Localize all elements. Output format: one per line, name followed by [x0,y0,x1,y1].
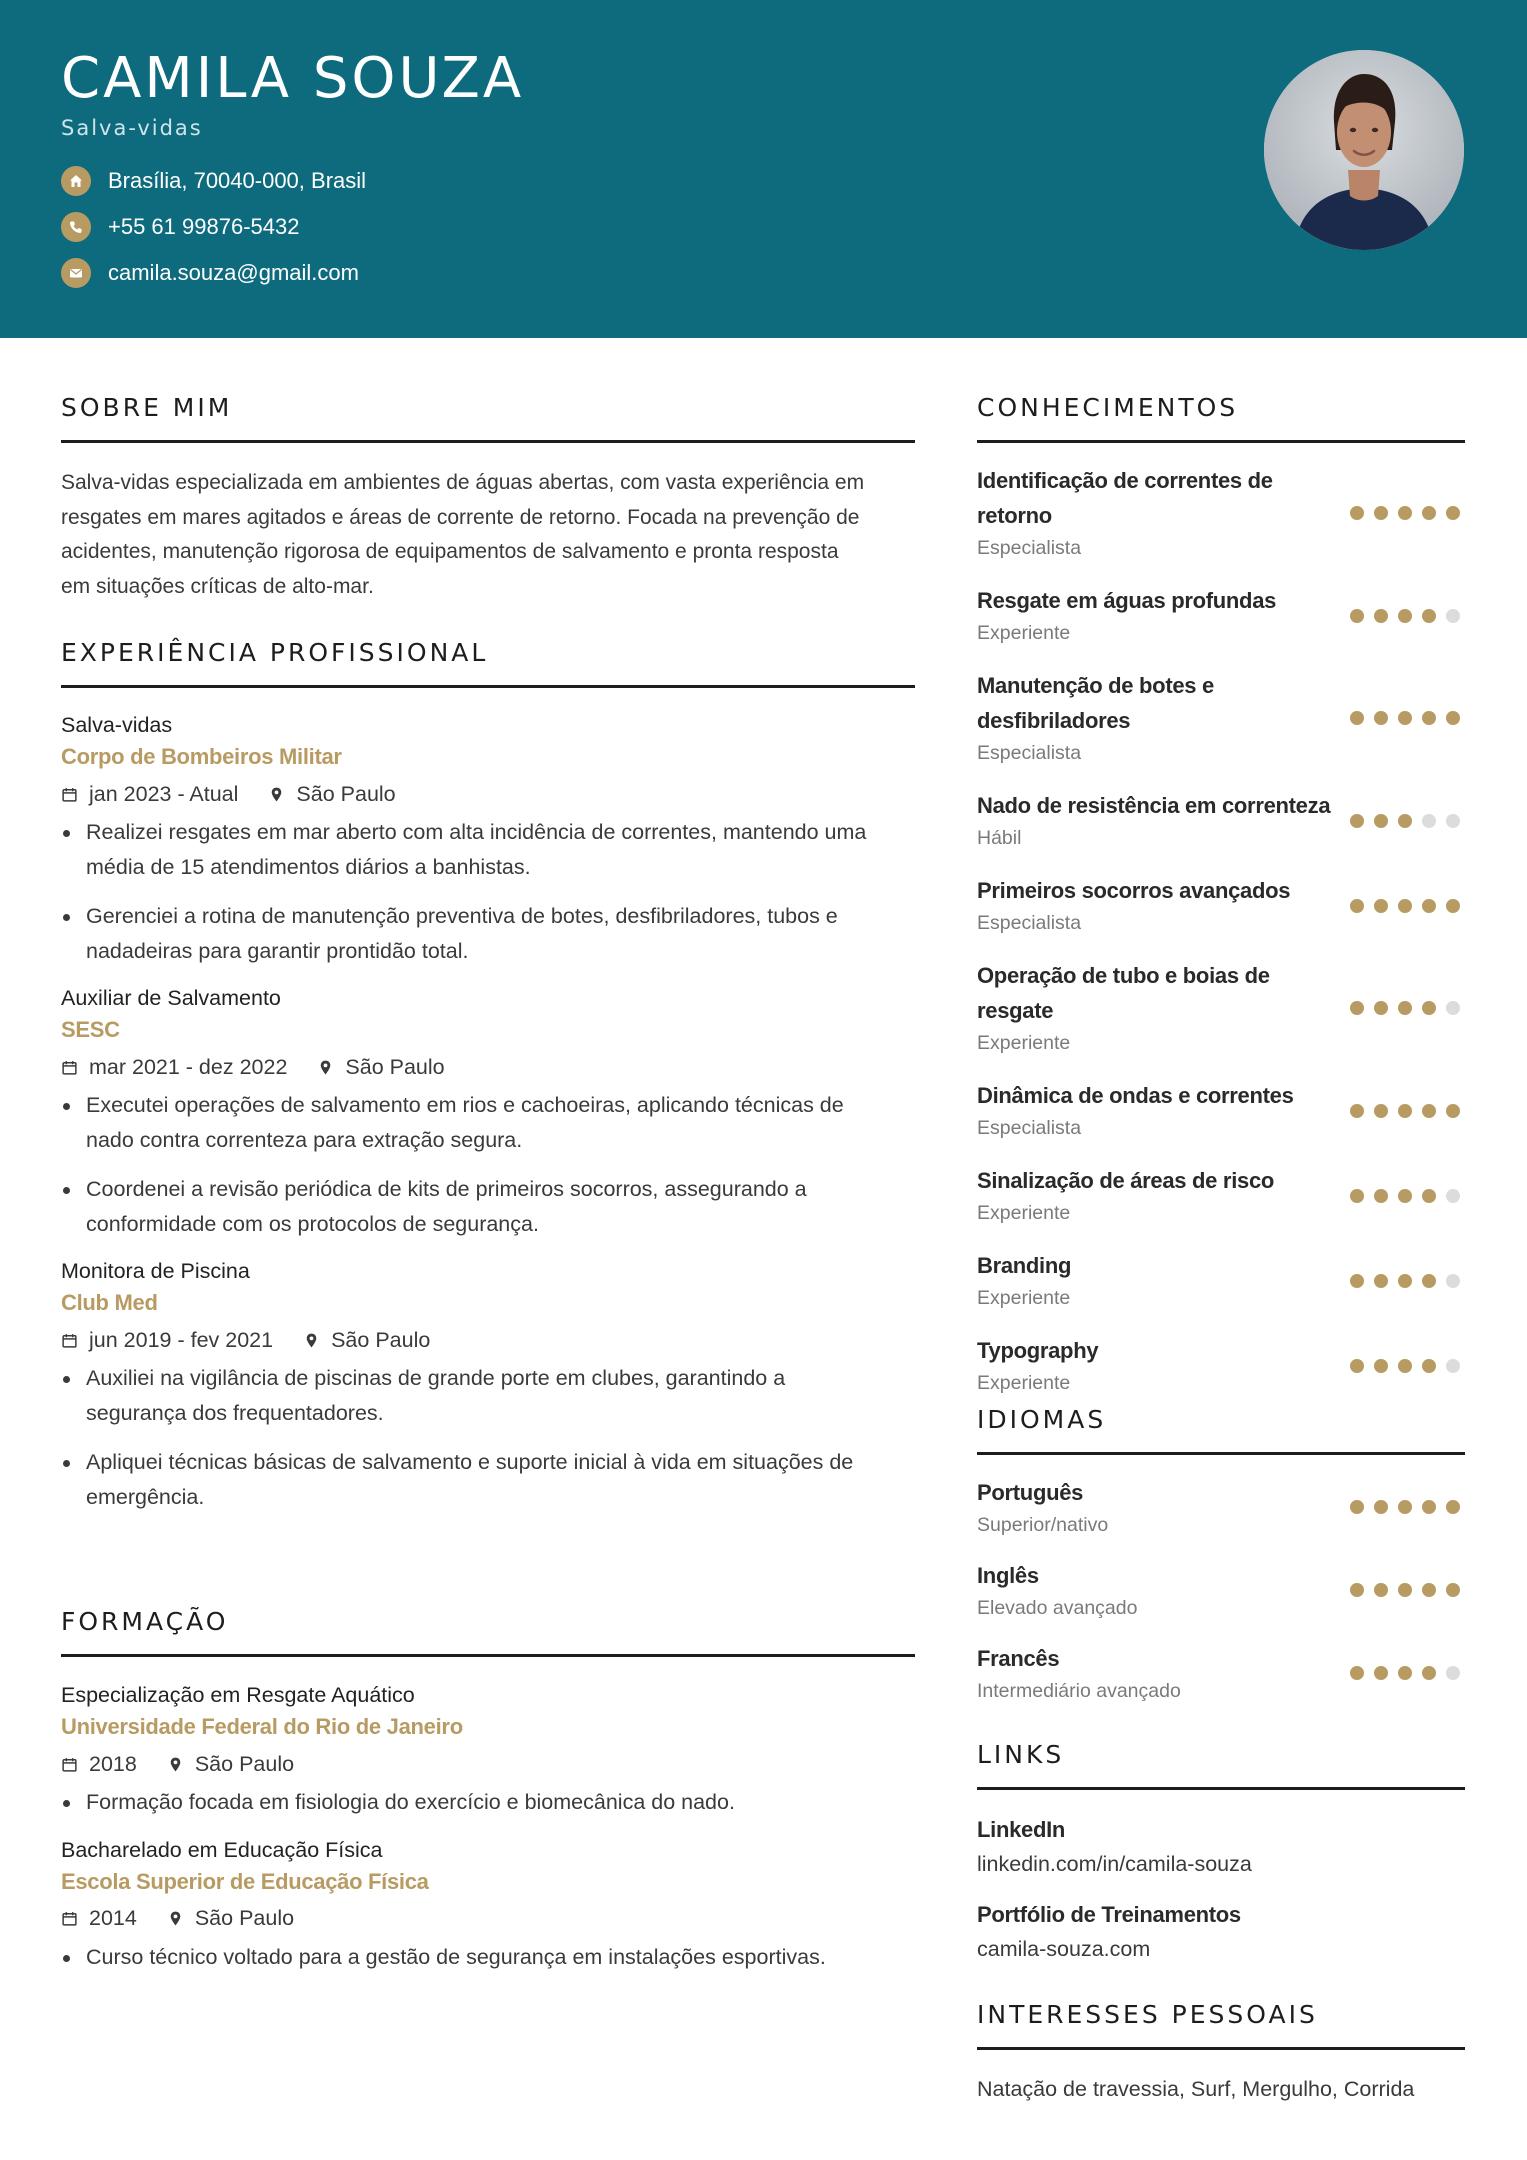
skills-list [977,463,1465,1398]
rating-dot-filled [1398,1189,1412,1203]
job-location: São Paulo [345,1054,445,1079]
rating-dots [1340,1500,1460,1514]
rating-dot-filled [1350,609,1364,623]
skill-item [977,958,1465,1058]
rating-dot-filled [1398,711,1412,725]
calendar-icon [61,1756,78,1773]
about-line: Salva-vidas especializada em ambientes de águas abertas, com vasta experiência em [61,471,865,494]
rating-dot-filled [1446,1104,1460,1118]
rating-dot-filled [1350,1274,1364,1288]
job-bullets [61,815,915,968]
rating-dot-filled [1350,814,1364,828]
skill-name: Manutenção de botes e [977,673,1214,698]
rating-dot-filled [1350,1189,1364,1203]
skill-name: Resgate em águas profundas [977,588,1277,613]
contact-phone-text: +55 61 99876-5432 [108,214,300,239]
skill-name: desfibriladores [977,708,1131,733]
skill-name: Dinâmica de ondas e correntes [977,1083,1294,1108]
job-bullet: Apliquei técnicas básicas de salvamento e suporte inicial à vida em situações de emergência. [61,1445,915,1514]
link-item[interactable] [977,1897,1465,1966]
rating-dot-filled [1350,1359,1364,1373]
calendar-icon [61,1332,78,1349]
rating-dots [1340,1001,1460,1015]
about-heading: SOBRE MIM [61,393,233,422]
education-item [61,1835,915,1975]
rating-dot-filled [1422,1001,1436,1015]
rating-dot-filled [1398,1583,1412,1597]
location-pin-icon [317,1059,334,1076]
links-heading: LINKS [977,1740,1065,1769]
skill-name: retorno [977,503,1052,528]
rating-dot-filled [1422,1189,1436,1203]
interests-section [977,2000,1465,2106]
rating-dot-filled [1374,1274,1388,1288]
rating-dot-empty [1446,1189,1460,1203]
education-bullets [61,1940,915,1975]
degree: Especialização em Resgate Aquático [61,1683,415,1707]
skill-level: Especialista [977,912,1082,934]
link-url[interactable]: linkedin.com/in/camila-souza [977,1852,1252,1876]
rating-dot-filled [1398,814,1412,828]
language-level: Superior/nativo [977,1514,1109,1536]
link-item[interactable] [977,1812,1465,1881]
section-divider [977,2047,1465,2050]
rating-dots [1340,506,1460,520]
contact-address-text: Brasília, 70040-000, Brasil [108,168,367,193]
skill-item [977,583,1465,648]
job-bullets [61,1361,915,1514]
rating-dot-empty [1446,1001,1460,1015]
skill-level: Especialista [977,537,1082,559]
section-divider [977,1787,1465,1790]
rating-dot-filled [1422,1359,1436,1373]
education-section [61,1607,915,1989]
skills-section [977,393,1465,1398]
calendar-icon [61,786,78,803]
link-label: LinkedIn [977,1817,1066,1842]
rating-dot-filled [1422,609,1436,623]
rating-dot-filled [1374,1189,1388,1203]
link-label: Portfólio de Treinamentos [977,1902,1241,1927]
skill-level: Experiente [977,1202,1071,1224]
languages-list [977,1475,1465,1706]
skill-name: Typography [977,1338,1099,1363]
rating-dots [1340,899,1460,913]
section-divider [977,440,1465,443]
rating-dot-filled [1398,1001,1412,1015]
job-title: Monitora de Piscina [61,1259,250,1283]
rating-dot-filled [1446,506,1460,520]
rating-dot-filled [1446,1583,1460,1597]
rating-dots [1340,1189,1460,1203]
education-meta [61,1899,915,1939]
rating-dot-filled [1350,1500,1364,1514]
phone-icon [61,212,91,242]
location-pin-icon [268,786,285,803]
about-line: em situações críticas de alto-mar. [61,574,374,598]
language-item [977,1475,1465,1540]
skill-level: Experiente [977,622,1071,644]
job-meta [61,1047,915,1087]
rating-dots [1340,814,1460,828]
rating-dot-filled [1422,1274,1436,1288]
rating-dot-filled [1374,899,1388,913]
about-line: resgates em mares agitados e áreas de corrente de retorno. Focada na prevenção de [61,505,860,529]
about-text [61,466,915,604]
contact-email-text: camila.souza@gmail.com [108,260,359,285]
section-divider [977,1452,1465,1455]
skill-item [977,668,1465,768]
experience-heading: EXPERIÊNCIA PROFISSIONAL [61,638,489,667]
skill-item [977,1333,1465,1398]
rating-dot-filled [1374,1359,1388,1373]
education-location: São Paulo [194,1906,295,1930]
contact-phone [61,210,299,244]
experience-item [61,710,915,968]
rating-dot-filled [1446,1500,1460,1514]
rating-dots [1340,609,1460,623]
rating-dot-empty [1422,814,1436,828]
interests-text: Natação de travessia, Surf, Mergulho, Corrida [977,2077,1415,2101]
education-year: 2018 [89,1751,137,1776]
rating-dot-filled [1350,1104,1364,1118]
rating-dot-filled [1374,1500,1388,1514]
rating-dot-empty [1446,814,1460,828]
rating-dot-filled [1350,1001,1364,1015]
candidate-name: CAMILA SOUZA [61,46,525,111]
rating-dot-filled [1422,1583,1436,1597]
rating-dot-empty [1446,609,1460,623]
rating-dots [1340,1583,1460,1597]
link-url[interactable]: camila-souza.com [977,1937,1151,1961]
skill-level: Hábil [977,827,1022,849]
job-bullet: Realizei resgates em mar aberto com alta incidência de correntes, mantendo uma média de 15 atendimentos diários a banhistas. [61,815,915,884]
rating-dot-filled [1398,1274,1412,1288]
rating-dot-filled [1422,1104,1436,1118]
job-title: Auxiliar de Salvamento [61,986,281,1010]
skill-name: Branding [977,1253,1072,1278]
section-divider [61,440,915,443]
job-location: São Paulo [331,1327,431,1352]
rating-dot-filled [1398,1500,1412,1514]
language-level: Intermediário avançado [977,1680,1181,1702]
skill-item [977,788,1465,853]
skill-item [977,1163,1465,1228]
job-bullet: Coordenei a revisão periódica de kits de primeiros socorros, assegurando a conformidade com os protocolos de segurança. [61,1172,915,1241]
rating-dot-filled [1398,506,1412,520]
school: Escola Superior de Educação Física [61,1868,429,1894]
experience-item [61,1256,915,1514]
education-meta [61,1744,915,1784]
resume-header [0,0,1527,338]
rating-dot-filled [1446,711,1460,725]
language-name: Português [977,1480,1084,1505]
rating-dot-filled [1422,1500,1436,1514]
job-bullet: Executei operações de salvamento em rios e cachoeiras, aplicando técnicas de nado contra correnteza para extração segura. [61,1088,915,1157]
skill-level: Experiente [977,1372,1071,1394]
rating-dot-filled [1374,1001,1388,1015]
profile-photo [1264,50,1464,250]
skill-name: Operação de tubo e boias de [977,963,1270,988]
section-divider [61,685,915,688]
rating-dot-filled [1398,1104,1412,1118]
skill-name: Primeiros socorros avançados [977,878,1291,903]
education-location: São Paulo [194,1751,295,1776]
job-dates: mar 2021 - dez 2022 [89,1054,288,1079]
job-bullet: Gerenciei a rotina de manutenção preventiva de botes, desfibriladores, tubos e nadadeiras para garantir prontidão total. [61,899,915,968]
education-bullet: Curso técnico voltado para a gestão de segurança em instalações esportivas. [61,1940,915,1975]
email-icon [61,258,91,288]
languages-heading: IDIOMAS [977,1405,1107,1434]
job-title: Salva-vidas [61,713,173,737]
rating-dots [1340,1104,1460,1118]
rating-dot-filled [1374,1104,1388,1118]
languages-section [977,1405,1465,1706]
location-pin-icon [167,1910,184,1927]
calendar-icon [61,1059,78,1076]
rating-dot-filled [1422,899,1436,913]
language-name: Inglês [977,1563,1039,1588]
rating-dot-filled [1374,1666,1388,1680]
skill-name: resgate [977,998,1054,1023]
section-divider [61,1654,915,1657]
candidate-title: Salva-vidas [61,116,203,140]
skill-item [977,463,1465,563]
education-item [61,1680,915,1820]
rating-dot-filled [1422,1666,1436,1680]
skill-item [977,1248,1465,1313]
language-level: Elevado avançado [977,1597,1138,1619]
employer: SESC [61,1017,120,1042]
skill-name: Identificação de correntes de [977,468,1273,493]
location-pin-icon [303,1332,320,1349]
rating-dot-filled [1374,609,1388,623]
school: Universidade Federal do Rio de Janeiro [61,1714,463,1739]
skill-name: Sinalização de áreas de risco [977,1168,1275,1193]
job-location: São Paulo [296,781,396,806]
skill-item [977,873,1465,938]
rating-dot-filled [1422,506,1436,520]
rating-dots [1340,1274,1460,1288]
rating-dot-filled [1374,1583,1388,1597]
rating-dot-filled [1350,899,1364,913]
rating-dot-empty [1446,1359,1460,1373]
home-icon [61,166,91,196]
contact-email [61,256,359,290]
rating-dot-filled [1350,506,1364,520]
rating-dot-filled [1350,1583,1364,1597]
rating-dots [1340,711,1460,725]
education-heading: FORMAÇÃO [61,1607,229,1636]
rating-dots [1340,1359,1460,1373]
job-meta [61,1320,915,1360]
education-bullets [61,1785,915,1820]
interests-heading: INTERESSES PESSOAIS [977,2000,1318,2029]
links-section [977,1740,1465,1966]
rating-dot-filled [1422,711,1436,725]
language-item [977,1641,1465,1706]
rating-dot-empty [1446,1274,1460,1288]
location-pin-icon [167,1756,184,1773]
skill-name: Nado de resistência em correnteza [977,793,1331,818]
rating-dot-filled [1398,609,1412,623]
job-bullets [61,1088,915,1241]
rating-dots [1340,1666,1460,1680]
rating-dot-filled [1398,1666,1412,1680]
skill-level: Experiente [977,1032,1071,1054]
rating-dot-filled [1374,814,1388,828]
rating-dot-filled [1446,899,1460,913]
language-item [977,1558,1465,1623]
rating-dot-filled [1374,711,1388,725]
rating-dot-filled [1350,1666,1364,1680]
rating-dot-filled [1398,899,1412,913]
experience-section [61,638,915,1529]
job-dates: jun 2019 - fev 2021 [89,1327,274,1352]
calendar-icon [61,1910,78,1927]
education-year: 2014 [89,1906,137,1930]
skill-level: Especialista [977,742,1082,764]
rating-dot-empty [1446,1666,1460,1680]
job-meta [61,774,915,814]
about-section [61,393,915,604]
experience-item [61,983,915,1241]
rating-dot-filled [1350,711,1364,725]
rating-dot-filled [1398,1359,1412,1373]
degree: Bacharelado em Educação Física [61,1837,383,1862]
about-line: acidentes, manutenção rigorosa de equipamentos de salvamento e pronta resposta [61,540,839,563]
language-name: Francês [977,1646,1060,1671]
rating-dot-filled [1374,506,1388,520]
job-dates: jan 2023 - Atual [89,781,239,806]
skill-item [977,1078,1465,1143]
job-bullet: Auxiliei na vigilância de piscinas de grande porte em clubes, garantindo a segurança dos frequentadores. [61,1361,915,1430]
employer: Corpo de Bombeiros Militar [61,744,342,769]
skill-level: Especialista [977,1117,1082,1139]
skill-level: Experiente [977,1287,1071,1309]
education-bullet: Formação focada em fisiologia do exercício e biomecânica do nado. [61,1785,915,1820]
contact-address [61,164,366,198]
employer: Club Med [61,1290,158,1315]
skills-heading: CONHECIMENTOS [977,393,1239,422]
